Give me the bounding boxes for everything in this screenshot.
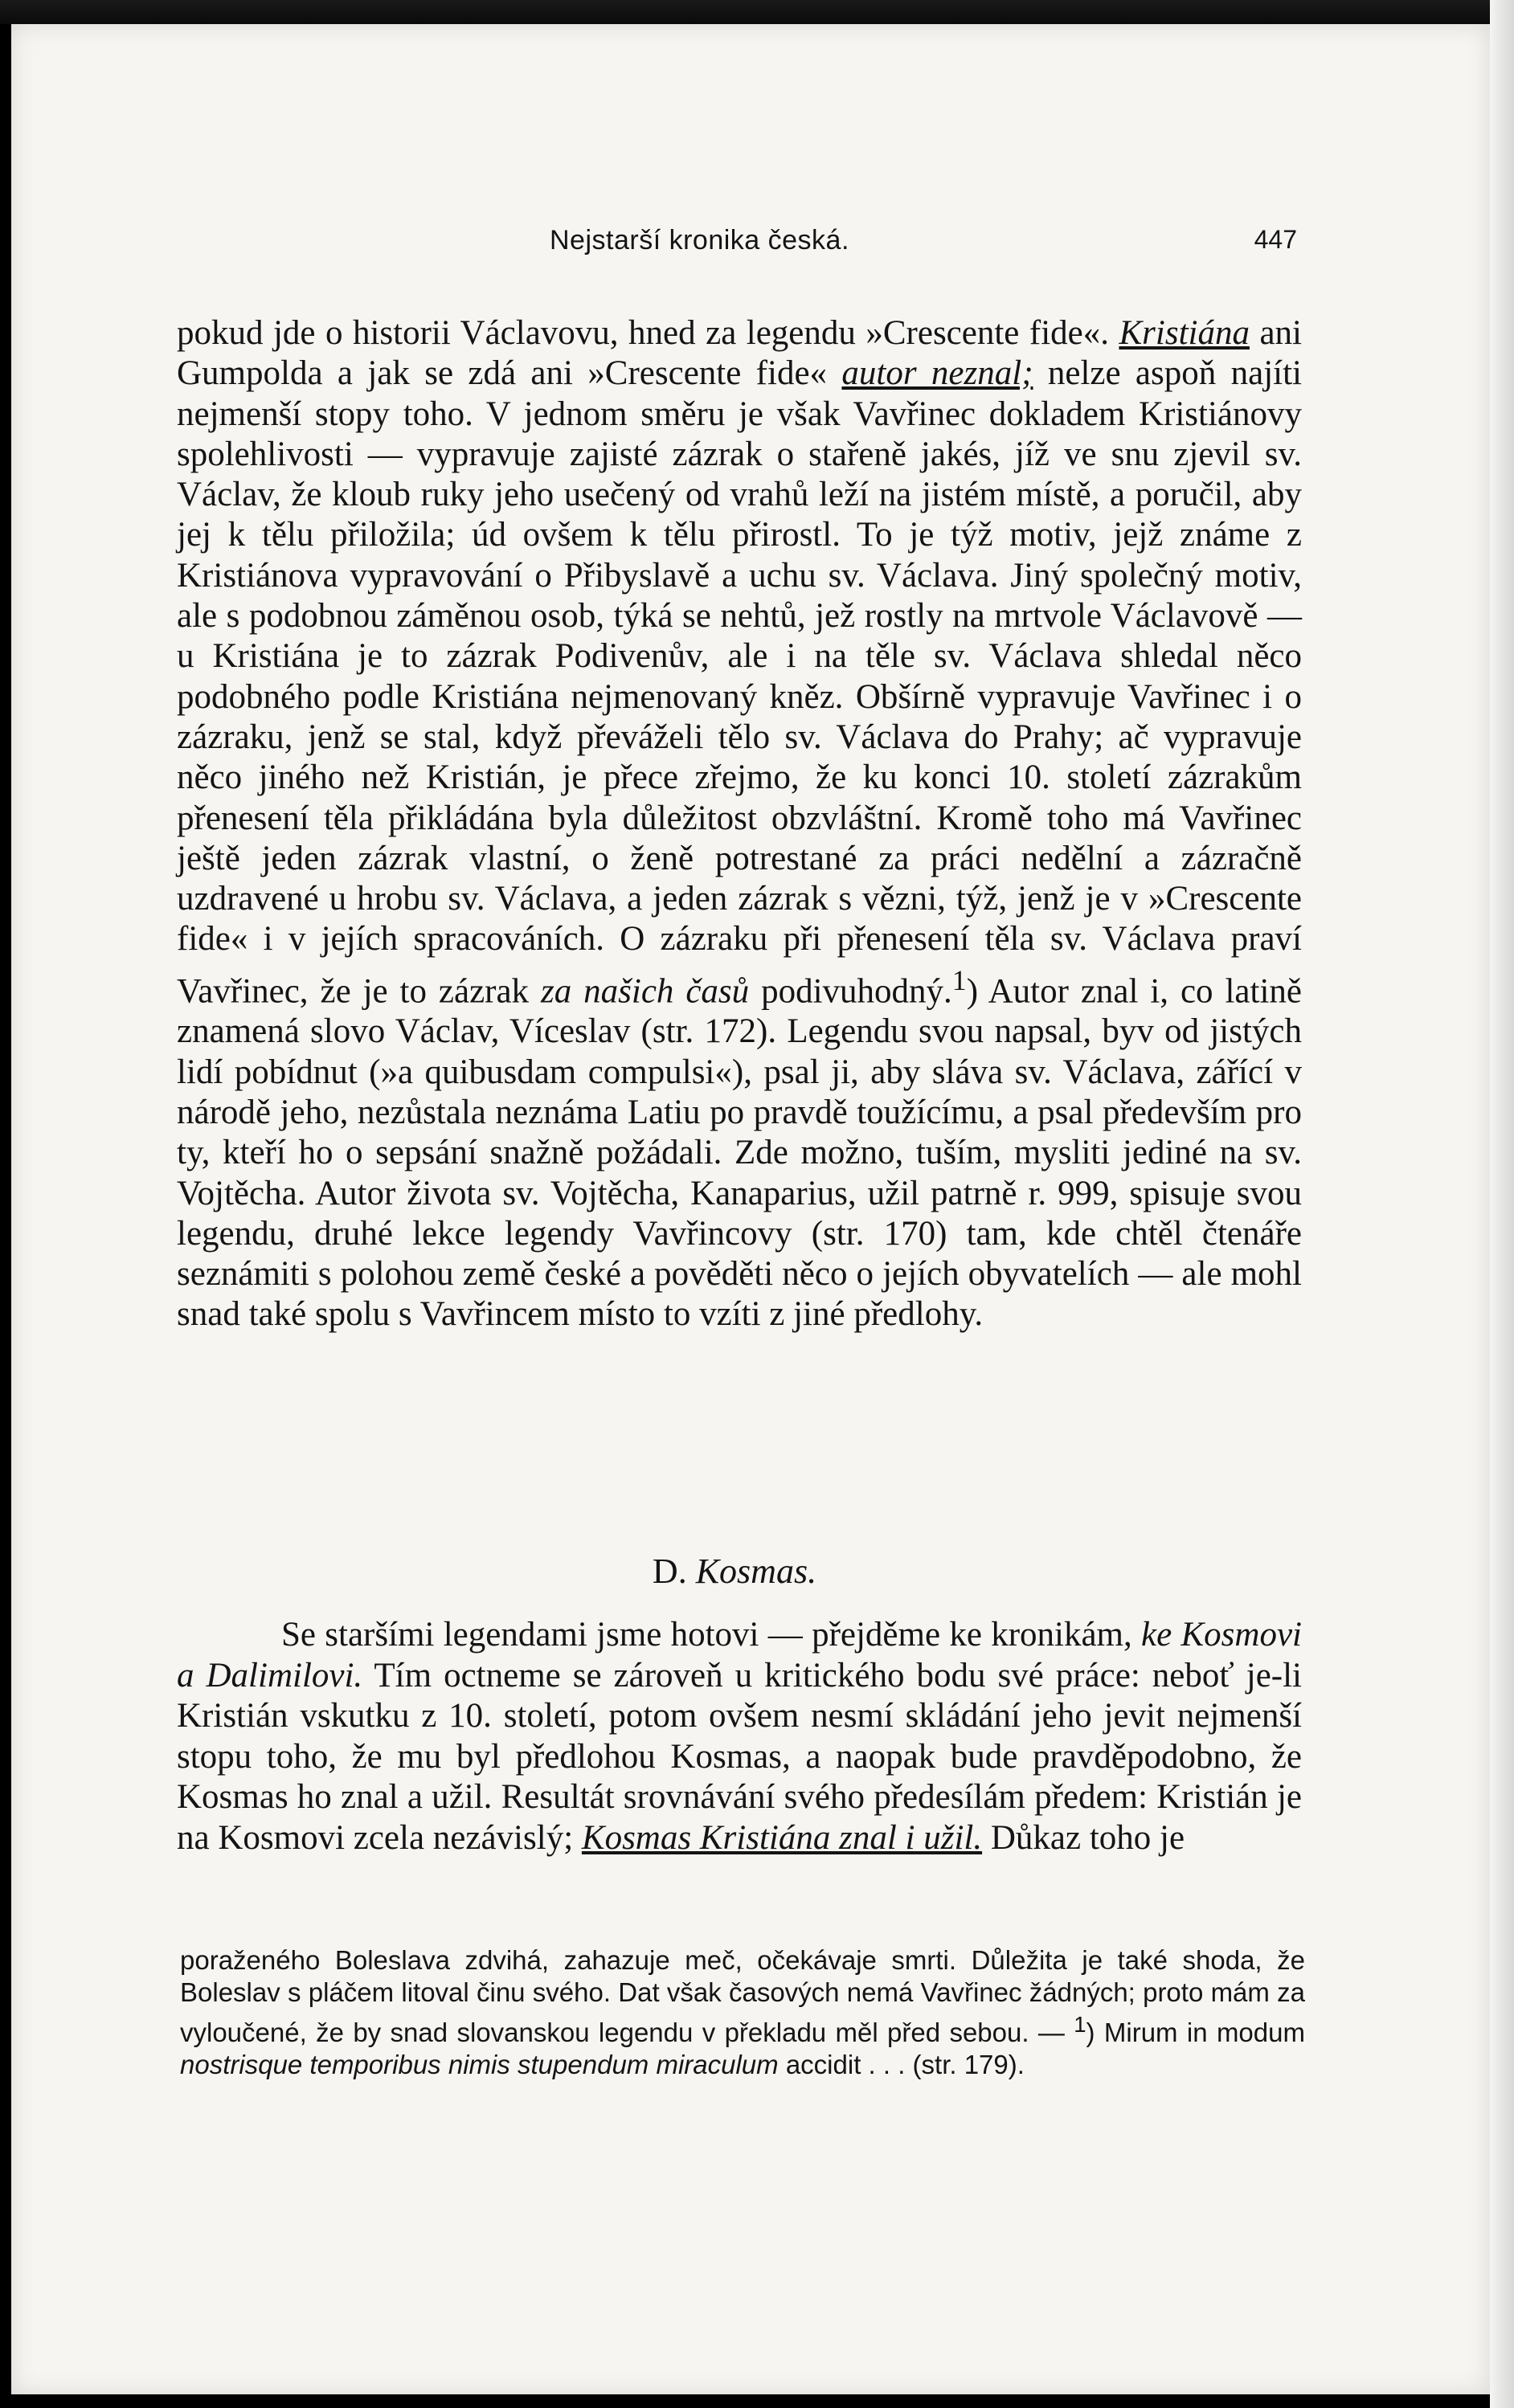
text-run: pokud jde o historii Václavovu, hned za legendu »Crescente fide«. — [177, 314, 1119, 352]
emphasis-run: Kosmas Kristiána znal i užil. — [581, 1818, 983, 1857]
scan-right-edge — [1490, 0, 1514, 2408]
text-run: accidit . . . (str. 179). — [778, 2050, 1025, 2079]
page-number: 447 — [1254, 225, 1297, 254]
emphasis-run: Kristiána — [1119, 314, 1250, 352]
footnote-marker: 1 — [1074, 2012, 1086, 2037]
text-run: ani Gumpolda a jak se zdá ani »Crescente fide« — [177, 314, 1302, 393]
text-run: podivuhodný. — [749, 972, 952, 1011]
text-run: Důkaz toho je — [982, 1818, 1185, 1857]
text-run: Se staršími legendami jsme hotovi — přejděme ke kronikám, — [281, 1616, 1142, 1654]
footnote-text — [180, 1944, 1305, 2081]
section-title: Kosmas. — [695, 1552, 817, 1591]
footnote-ref: 1 — [951, 963, 967, 996]
emphasis-run: nostrisque temporibus nimis stupendum miraculum — [180, 2050, 779, 2079]
text-run: ) Mirum in modum — [1086, 2018, 1305, 2047]
paragraph-text — [177, 1615, 1302, 1858]
section-label: D. — [652, 1552, 687, 1591]
section-paragraph — [177, 1615, 1302, 1858]
book-page — [11, 24, 1490, 2394]
text-run: ) Autor znal i, co latině znamená slovo Václav, Víceslav (str. 172). Legendu svou napsal, byv od jistých lidí pobídnut (»a quibusdam compulsi«), psal ji, aby sláva sv. Václava, zářící v národě jeho, nezůstala neznáma Latiu po pravdě toužícímu, a psal především pro ty, kteří ho o sepsání snažně požádali. Zde možno, tuším, mysliti jediné na sv. Vojtěcha. Autor života sv. Vojtěcha, Kanaparius, užil patrně r. 999, spisuje svou legendu, druhé lekce legendy Vavřincovy (str. 170) tam, kde chtěl čtenáře seznámiti s polohou země české a pověděti něco o jejích obyvatelích — ale mohl snad také spolu s Vavřincem místo to vzíti z jiné předlohy. — [177, 972, 1302, 1334]
footnotes — [180, 1944, 1305, 2081]
main-paragraph — [177, 313, 1302, 1335]
paragraph-text — [177, 313, 1302, 1335]
page-header — [172, 225, 1297, 273]
emphasis-run: za našich časů — [540, 972, 750, 1011]
scan-top-edge — [0, 0, 1514, 24]
text-run: poraženého Boleslava zdvihá, zahazuje meč, očekávaje smrti. Důležita je také shoda, že Boleslav s pláčem litoval činu svého. Dat však časových nemá Vavřinec žádných; proto mám za vyloučené, že by snad slovanskou legendu v překladu měl před sebou. — — [180, 1945, 1305, 2047]
emphasis-run: autor neznal; — [841, 354, 1033, 393]
text-run: Tím octneme se zároveň u kritického bodu své práce: neboť je-li Kristián vskutku z 10. století, potom ovšem nesmí skládání jeho jevit nejmenší stopu toho, že mu byl předlohou Kosmas, a naopak bude pravděpodobno, že Kosmas ho znal a užil. Resultát srovnávání svého předesílám předem: Kristián je na Kosmovi zcela nezávislý; — [177, 1656, 1302, 1857]
text-run: nelze aspoň najíti nejmenší stopy toho. V jednom směru je však Vavřinec dokladem Kristiánovy spolehlivosti — vypravuje zajisté zázrak o stařeně jakés, jíž ve snu zjevil sv. Václav, že kloub ruky jeho usečený od vrahů leží na jistém místě, a poručil, aby jej k tělu přiložila; úd ovšem k tělu přirostl. To je týž motiv, jejž známe z Kristiánova vypravování o Přibyslavě a uchu sv. Václava. Jiný společný motiv, ale s podobnou záměnou osob, týká se nehtů, jež rostly na mrtvole Václavově — u Kristiána je to zázrak Podivenův, ale i na těle sv. Václava shledal něco podobného podle Kristiána nejmenovaný kněz. Obšírně vypravuje Vavřinec i o zázraku, jenž se stal, když převáželi tělo sv. Václava do Prahy; ač vypravuje něco jiného než Kristián, je přece zřejmo, že ku konci 10. století zázrakům přenesení těla přikládána byla důležitost obzvláštní. Kromě toho má Vavřinec ještě jeden zázrak vlastní, o ženě potrestané za práci nedělní a zázračně uzdravené u hrobu sv. Václava, a jeden zázrak s vězni, týž, jenž je v »Crescente fide« i v jejích spracováních. O zázraku při přenesení těla sv. Václava praví Vavřinec, že je to zázrak — [177, 354, 1302, 1011]
emphasis-run: ke Kosmovi a Dalimilovi. — [177, 1616, 1303, 1695]
running-title: Nejstarší kronika česká. — [550, 225, 849, 256]
section-heading — [172, 1551, 1297, 1592]
